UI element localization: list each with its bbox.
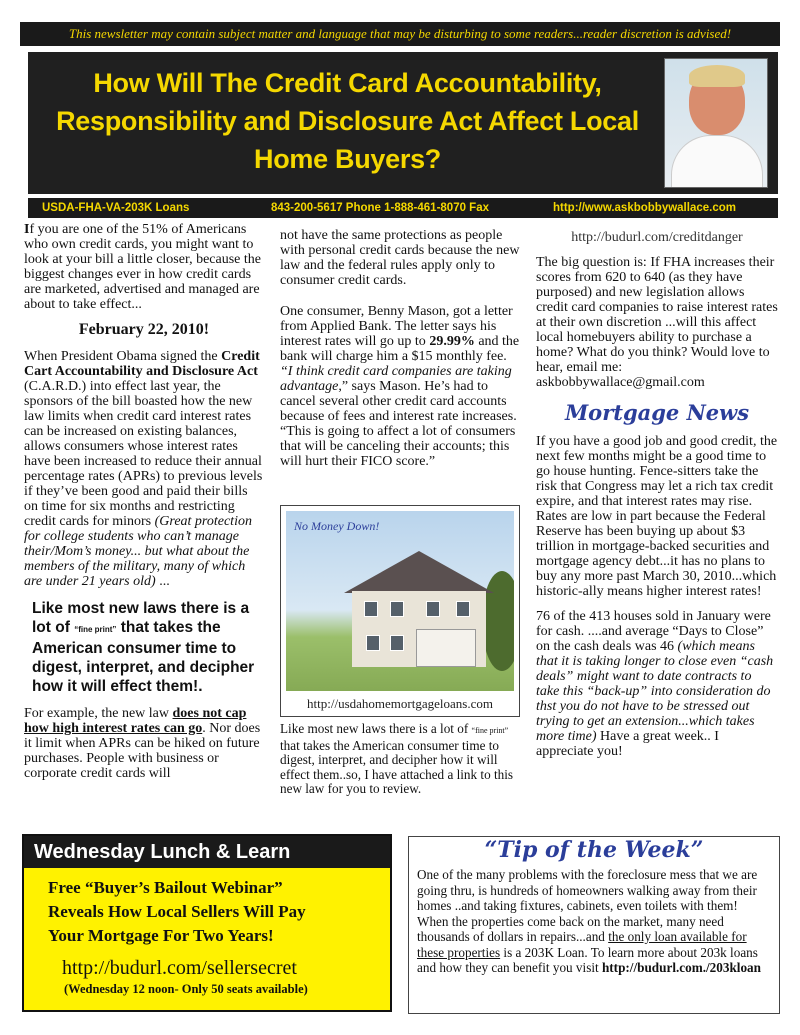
credit-danger-link[interactable]: http://budurl.com/creditdanger xyxy=(571,230,743,245)
column-2-bottom xyxy=(280,722,522,797)
card-act-paragraph: When President Obama signed the Credit Cart Accountability and Disclosure Act (C.A.R.D.) into effect last year, the sponsors of the bill boasted how the new law limits when credit card interest rates can be increased on existing balances, allows consumers whose interest rates have been increased to reduce their annual percentage rates (APRs) to previous levels if they’ve been good and paid their bills on time for six months and restricting credit cards for minors (Great protection for college students who can’t manage their/Mom’s money... but what about the members of the military, many of which are under 21 years old) ... xyxy=(24,349,263,589)
tip-body: One of the many problems with the foreclosure mess that we are going thru, is hundreds of homeowners walking away from their homes ..and taking fixtures, cabinets, even toilets with them! When the properties come back on the market, many need thousands of dollars in repairs...and the only loan available for these properties is a 203K Loan. To learn more about 203k loans and how they can benefit you visit http://budurl.com./203kloan xyxy=(417,867,761,975)
phone-fax: 843-200-5617 Phone 1-888-461-8070 Fax xyxy=(271,202,490,214)
lunch-heading: Wednesday Lunch & Learn xyxy=(24,836,390,868)
page-title: How Will The Credit Card Accountability, Responsibility and Disclosure Act Affect Local Home Buyers? xyxy=(56,68,639,174)
webinar-note: (Wednesday 12 noon- Only 50 seats available) xyxy=(64,982,308,996)
cash-sales-paragraph: 76 of the 413 houses sold in January were for cash. ....and average “Days to Close” on the cash deals was 46 (which means that it is taking longer to close even “cash deals” might want to date contracts to take this “back-up” into consideration do thst you do not have to be stressed out trying to get an extension...which takes more time) Have a great week.. I appreciate you! xyxy=(536,609,774,759)
no-money-down-label: No Money Down! xyxy=(294,519,380,533)
example-paragraph: For example, the new law does not cap how high interest rates can go. Nor does it limit when APRs can be hiked on future purchases. People with business or corporate credit cards will xyxy=(24,706,261,781)
new-law-link-paragraph: Like most new laws there is a lot of “fine print” that takes the American consumer time to digest, interpret, and decipher how it will effect them..so, I have attached a link to this new law for you to review. xyxy=(280,721,514,796)
mortgage-news-heading: Mortgage News xyxy=(564,400,750,425)
203k-loan-link[interactable]: http://budurl.com./203kloan xyxy=(601,960,761,975)
seller-secret-link[interactable]: http://budurl.com/sellersecret xyxy=(62,957,297,979)
column-2 xyxy=(280,228,522,469)
webinar-line-1: Free “Buyer’s Bailout Webinar” xyxy=(48,878,283,897)
contact-bar xyxy=(28,198,778,218)
fine-print-callout: Like most new laws there is a lot of “fine print” that takes the American consumer time to digest, interpret, and decipher how it will effect them!. xyxy=(32,600,255,695)
intro-paragraph: If you are one of the 51% of Americans who own credit cards, you might want to look at your bill a little closer, because the biggest changes ever in how credit cards are marketed, advertised and managed are about to take effect... xyxy=(24,222,261,312)
website-link[interactable]: http://www.askbobbywallace.com xyxy=(553,202,736,214)
loan-types: USDA-FHA-VA-203K Loans xyxy=(42,202,190,214)
house-image xyxy=(286,511,514,691)
tip-heading: “Tip of the Week” xyxy=(484,837,704,863)
house-photo-url[interactable]: http://usdahomemortgageloans.com xyxy=(307,696,493,711)
headline-box xyxy=(28,52,778,194)
column-1 xyxy=(24,222,264,781)
protections-paragraph: not have the same protections as people with personal credit cards because the new law and the federal rules apply only to consumer credit cards. xyxy=(280,228,520,288)
mortgage-news-paragraph: If you have a good job and good credit, the next few months might be a good time to go house hunting. Fence-sitters take the risk that Congress may let a rich tax credit expire, and that interest rates may rise. Rates are low in part because the Federal Reserve has been buying up about $3 trillion in mortgage-backed securities and mortgage agency debt...it has no plans to buy any more past March 30, 2010...which historic-ally means higher interest rates! xyxy=(536,434,778,599)
webinar-line-2: Reveals How Local Sellers Will Pay xyxy=(48,902,306,921)
tip-of-week-box xyxy=(408,836,780,1014)
webinar-line-3: Your Mortgage For Two Years! xyxy=(48,926,274,945)
house-photo-box xyxy=(280,505,520,717)
column-3 xyxy=(536,230,778,759)
lunch-and-learn-box xyxy=(22,834,392,1012)
disclaimer-banner: This newsletter may contain subject matter and language that may be disturbing to some readers...reader discretion is advised! xyxy=(20,22,780,46)
author-photo xyxy=(664,58,768,188)
issue-date: February 22, 2010! xyxy=(78,321,210,338)
consumer-story-paragraph: One consumer, Benny Mason, got a letter from Applied Bank. The letter says his interest rates will go up to 29.99% and the bank will charge him a $15 monthly fee. “I think credit card companies are taking advantage,” says Mason. He’s had to cancel several other credit card accounts because of fees and interest rate increases. “This is going to affect a lot of consumers that will be canceling their accounts; this will hurt their FICO score.” xyxy=(280,304,520,469)
fha-question-paragraph: The big question is: If FHA increases their scores from 620 to 640 (as they have purposed) and new legislation allows credit card companies to raise interest rates at their own discretion ...will this affect local homebuyers ability to purchase a home? What do you think? Would love to hear, email me: askbobbywallace@gmail.com xyxy=(536,255,778,390)
